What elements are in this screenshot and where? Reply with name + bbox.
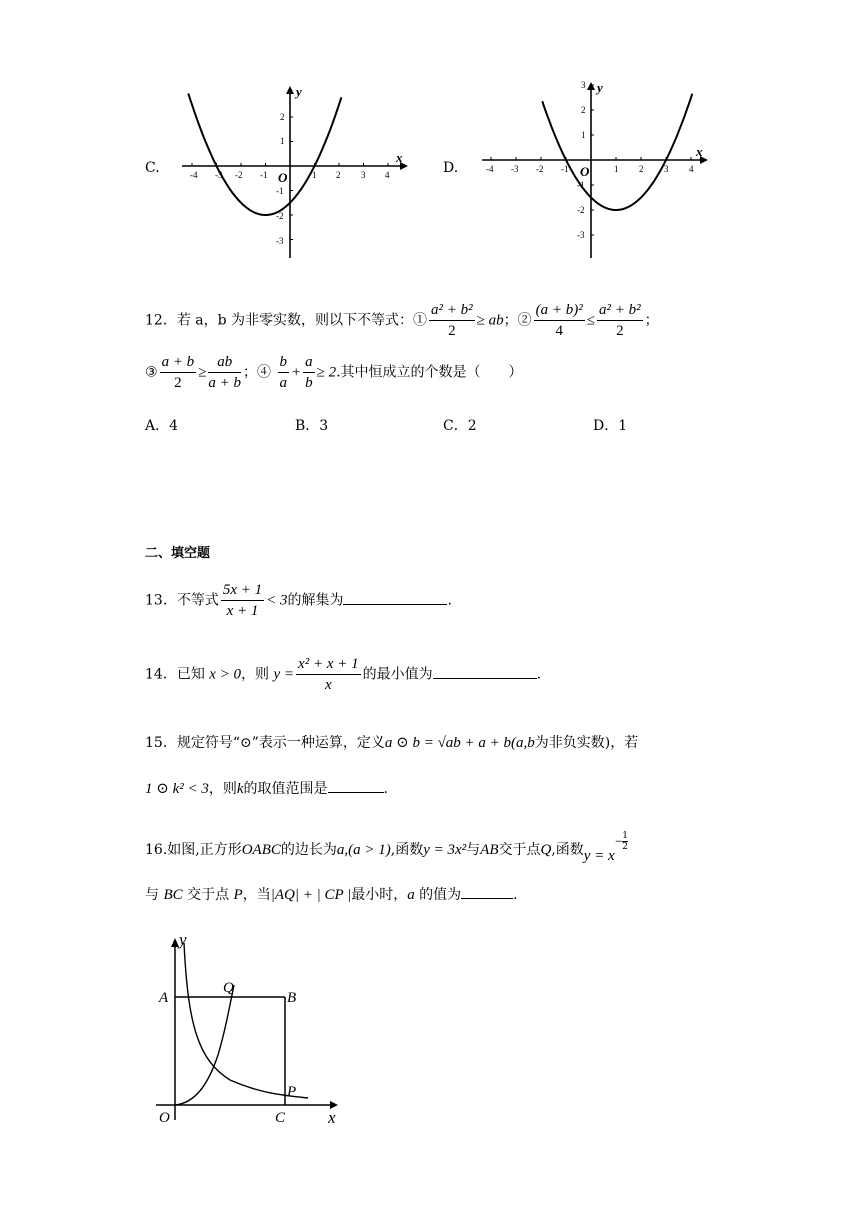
item-marker: ④ <box>257 364 272 381</box>
item-marker: ③ <box>145 364 158 381</box>
x-tick-label: 4 <box>689 164 694 174</box>
question-number: 13． <box>145 592 177 609</box>
question-number: 16. <box>145 842 168 858</box>
option-c[interactable]: C．2 <box>443 418 477 434</box>
option-d-graph <box>478 78 708 263</box>
fraction: $\frac{a}{b}$ <box>305 354 313 391</box>
point-c-label: C <box>275 1110 286 1126</box>
question-12-line-2: ③ $\frac{a + b}{2}$ ≥ $\frac{ab}{a + b}$ ；④ $\frac{b}{a}$ + $\frac{a}{b}$ ≥ 2.其中恒成立的个数是（ ） <box>145 354 523 391</box>
option-b[interactable]: B．3 <box>295 418 329 434</box>
parabola-curve <box>188 93 341 215</box>
fraction: $\frac{5x + 1}{x + 1}$ <box>222 582 263 619</box>
origin-label: O <box>278 170 288 185</box>
x-tick-label: 2 <box>639 164 644 174</box>
y-tick-label: 1 <box>581 130 586 140</box>
question-14: 14．已知 x > 0，则 y = $\frac{\text{x² + x + 1}}{x}$ 的最小值为 . <box>145 656 542 693</box>
option-d[interactable]: D．1 <box>593 418 628 434</box>
point-b-label: B <box>287 990 297 1006</box>
y-axis-arrow <box>171 938 179 947</box>
answer-blank[interactable] <box>343 590 447 605</box>
fraction: $\frac{ab}{a + b}$ <box>208 354 242 391</box>
answer-blank[interactable] <box>328 778 384 793</box>
parabola-curve <box>175 985 234 1105</box>
question-16-line-1: 16.如图,正方形OABC的边长为a,(a > 1),函数y = 3x²与AB交于点Q,函数y = x− $\frac{1}{2}$ <box>145 831 628 864</box>
answer-blank[interactable] <box>433 664 537 679</box>
y-tick-label: 1 <box>280 136 285 146</box>
item-marker: ② <box>517 312 532 329</box>
fraction: $\frac{b}{a}$ <box>279 354 287 391</box>
option-a[interactable]: A．4 <box>145 418 179 434</box>
fraction: $\frac{\text{a² + b²}}{2}$ <box>599 302 641 339</box>
x-tick-label: 3 <box>664 164 669 174</box>
figure-16 <box>150 925 355 1130</box>
y-tick-label: -1 <box>577 180 585 190</box>
item-marker: ① <box>413 312 428 329</box>
x-tick-label: -4 <box>190 170 198 180</box>
y-axis-label: y <box>597 80 603 95</box>
point-a-label: A <box>159 990 169 1006</box>
y-axis-arrow <box>587 82 595 90</box>
point-o-label: O <box>159 1110 170 1126</box>
power-curve <box>184 943 308 1098</box>
x-tick-label: -1 <box>260 170 268 180</box>
x-tick-label: -4 <box>486 164 494 174</box>
question-16-line-2: 与 BC 交于点 P，当|AQ| + | CP |最小时，a 的值为 . <box>145 884 518 905</box>
y-tick-label: 2 <box>581 105 586 115</box>
x-tick-label: -3 <box>511 164 519 174</box>
x-tick-label: 2 <box>336 170 341 180</box>
x-tick-label: 1 <box>614 164 619 174</box>
section-title: 二、填空题 <box>145 546 211 561</box>
y-tick-label: -3 <box>276 236 284 246</box>
question-tail: .其中恒成立的个数是（ ） <box>336 364 523 381</box>
x-axis-label: x <box>396 150 403 165</box>
x-axis-label: x <box>328 1108 336 1127</box>
y-axis-label: y <box>179 930 187 949</box>
x-axis-label: x <box>696 144 703 159</box>
inequality-tail: ≥ ab <box>476 312 504 329</box>
y-axis-label: y <box>296 84 302 99</box>
fraction: $\frac{\text{(a + b)²}}{4}$ <box>535 302 583 339</box>
y-tick-label: 2 <box>280 112 285 122</box>
y-tick-label: -3 <box>577 230 585 240</box>
y-tick-label: -2 <box>577 205 585 215</box>
question-15-line-2: 1 ⊙ k² < 3，则k的取值范围是 . <box>145 778 388 799</box>
point-q-label: Q <box>223 980 234 996</box>
origin-label: O <box>580 164 590 179</box>
x-tick-label: -2 <box>536 164 544 174</box>
question-15-line-1: 15．规定符号“⊙”表示一种运算，定义a ⊙ b = √ab + a + b(a,b为非负实数)，若 <box>145 735 639 751</box>
option-c-graph <box>178 82 408 262</box>
question-stem: 若 a，b 为非零实数，则以下不等式： <box>176 312 414 329</box>
fraction: $\frac{a + b}{2}$ <box>161 354 195 391</box>
y-tick-label: -1 <box>276 186 284 196</box>
answer-blank[interactable] <box>461 884 513 899</box>
question-13: 13．不等式 $\frac{5x + 1}{x + 1}$ < 3的解集为 . <box>145 582 452 619</box>
x-tick-label: 3 <box>361 170 366 180</box>
parabola-curve <box>542 94 692 210</box>
y-axis-arrow <box>286 86 294 94</box>
x-tick-label: 4 <box>385 170 390 180</box>
option-d-label: D. <box>443 160 459 176</box>
question-number: 12． <box>145 312 177 329</box>
question-number: 14． <box>145 666 177 683</box>
option-c-label: C. <box>145 160 160 176</box>
x-tick-label: 1 <box>312 170 317 180</box>
operation-definition: a ⊙ b = √ab + a + b(a,b <box>384 735 535 751</box>
point-p-label: P <box>287 1084 297 1100</box>
y-tick-label: 3 <box>581 80 586 90</box>
fraction: $\frac{\text{x² + x + 1}}{x}$ <box>298 656 359 693</box>
question-number: 15． <box>145 735 177 751</box>
question-12-line-1: 12．若 a，b 为非零实数，则以下不等式：① $\frac{\text{a² + b²}}{2}$ ≥ ab；② $\frac{\text{(a + b)²}}{4}$ ≤ $\frac{\text{a² + b²}}{2}$ ； <box>145 302 659 339</box>
y-tick-label: -2 <box>276 211 284 221</box>
x-tick-label: -2 <box>235 170 243 180</box>
x-tick-label: -1 <box>561 164 569 174</box>
fraction: $\frac{\text{a² + b²}}{2}$ <box>431 302 473 339</box>
x-tick-label: -3 <box>215 170 223 180</box>
